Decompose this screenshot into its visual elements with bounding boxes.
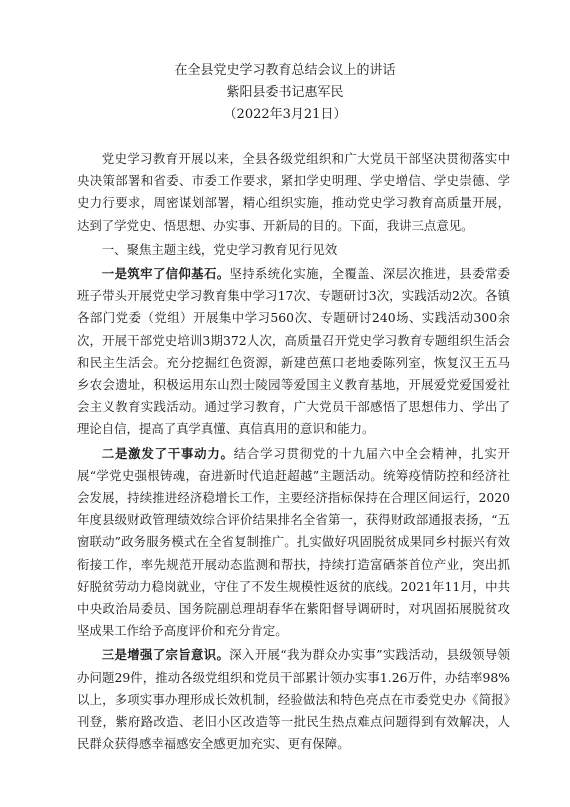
document-header (0, 60, 570, 126)
speech-date: （2022年3月21日） (223, 107, 347, 122)
section-heading-1: 一、聚焦主题主线，党史学习教育见行见效 (101, 241, 338, 257)
paragraph-text: 结合学习贯彻党的十九届六中全会精神，扎实开展“学党史强根铸魂，奋进新时代追赶超越”主题活动。统筹疫情防控和经济社会发展，持续推进经济稳增长工作，主要经济指标保持在合理区间运行，2020年度县级财政管理绩效综合评价结果排名全省第一，获得财政部通报表扬，“五窗联动”政务服务模式在全省复制推广。扎实做好巩固脱贫成果同乡村振兴有效衔接工作，率先规范开展动态监测和帮扶，持续打造富硒茶首位产业，突出抓好脱贫劳动力稳岗就业，守住了不发生规模性返贫的底线。2021年11月，中共中央政治局委员、国务院副总理胡春华在紫阳督导调研时，对巩固拓展脱贫攻坚成果工作给予高度评价和充分肯定。 (77, 445, 510, 639)
paragraph-text: 深入开展“我为群众办实事”实践活动，县级领导领办问题29件，推动各级党组织和党员干部累计领办实事1.26万件，办结率98%以上，多项实事办理形成长效机制，经验做法和特色亮点在市委党史办《简报》刊登，紫府路改造、老旧小区改造等一批民生热点难点问题得到有效解决，人民群众获得感幸福感安全感更加充实、更有保障。 (77, 647, 511, 752)
paragraph-text: 坚持系统化实施，全覆盖、深层次推进，县委常委班子带头开展党史学习教育集中学习17次、专题研讨3次，实践活动2次。各镇各部门党委（党组）开展集中学习560次、专题研讨240场、实践活动300余次，开展干部党史培训3期372人次，高质量召开党史学习教育专题组织生活会和民主生活会。充分挖掘红色资源，新建芭蕉口老地委陈列室，恢复汉王五马乡农会遗址，积极运用东山烈士陵园等爱国主义教育基地，开展爱党爱国爱社会主义教育实践活动。通过学习教育，广大党员干部感悟了思想伟力、学出了理论自信，提高了真学真懂、真信真用的意识和能力。 (77, 266, 511, 437)
speech-title: 在全县党史学习教育总结会议上的讲话 (174, 63, 396, 78)
paragraph-lead: 一是筑牢了信仰基石。 (101, 266, 230, 282)
paragraph-faith (77, 263, 510, 441)
intro-paragraph: 党史学习教育开展以来，全县各级党组织和广大党员干部坚决贯彻落实中央决策部署和省委、市委工作要求，紧扣学史明理、学史增信、学史崇德、学史力行要求，周密谋划部署，精心组织实施，推动党史学习教育高质量开展，达到了学党史、悟思想、办实事、开新局的目的。下面，我讲三点意见。 (77, 151, 510, 233)
document-body (77, 148, 510, 757)
paragraph-purpose (77, 644, 510, 755)
paragraph-lead: 二是激发了干事动力。 (101, 445, 234, 461)
paragraph-motivation (77, 443, 510, 643)
speaker-line: 紫阳县委书记惠军民 (226, 85, 344, 100)
paragraph-lead: 三是增强了宗旨意识。 (101, 647, 230, 663)
